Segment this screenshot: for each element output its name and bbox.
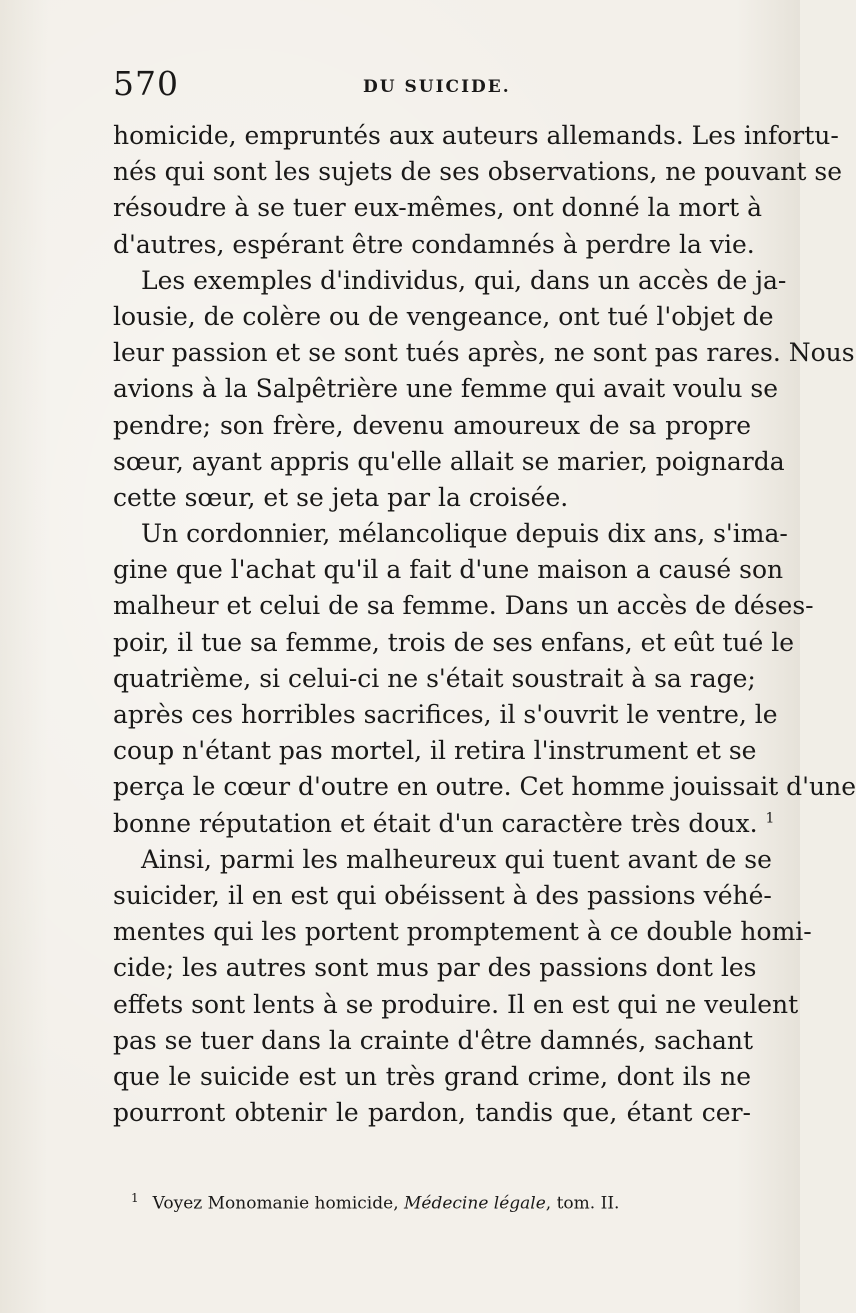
text-line: pendre; son frère, devenu amoureux de sa propre [113,410,751,440]
page-number: 570 [113,64,179,103]
text-line: quatrième, si celui-ci ne s'était soustrait à sa rage; [113,663,756,693]
text-line: nés qui sont les sujets de ses observations, ne pouvant se [113,157,843,187]
text-line: lousie, de colère ou de vengeance, ont tué l'objet de [113,301,774,331]
text-line: après ces horribles sacrifices, il s'ouvrit le ventre, le [113,700,778,729]
text-line: Un cordonnier, mélancolique depuis dix ans, s'ima- [141,519,788,549]
text-line: cide; les autres sont mus par des passions dont les [113,953,757,983]
page-header [113,64,753,104]
text-line: cette sœur, et se jeta par la croisée. [113,482,569,512]
text-line: suicider, il en est qui obéissent à des passions véhé- [113,880,772,910]
text-line: avions à la Salpêtrière une femme qui avait voulu se [113,374,779,404]
text-line: leur passion et se sont tués après, ne sont pas rares. Nous [113,338,855,368]
footnote-text-after: , tom. II. [545,1193,620,1214]
text-line: mentes qui les portent promptement à ce double homi- [113,917,812,947]
text-line: résoudre à se tuer eux-mêmes, ont donné la mort à [113,193,763,223]
text-line: effets sont lents à se produire. Il en est qui ne veulent [113,989,799,1019]
text-line: poir, il tue sa femme, trois de ses enfans, et eût tué le [113,627,795,657]
footnote-reference[interactable]: 1 [765,810,775,827]
text-line: Les exemples d'individus, qui, dans un accès de ja- [141,265,787,295]
text-line: coup n'étant pas mortel, il retira l'instrument et se [113,736,757,766]
text-line: Ainsi, parmi les malheureux qui tuent avant de se [141,844,772,874]
text-line: malheur et celui de sa femme. Dans un accès de déses- [113,591,814,621]
text-line: gine que l'achat qu'il a fait d'une maison a causé son [113,555,784,585]
body-text [113,118,856,1131]
text-line: homicide, empruntés aux auteurs allemands. Les infortu- [113,121,839,150]
text-line: pas se tuer dans la crainte d'être damnés, sachant [113,1025,754,1055]
footnote-italic-title: Médecine légale [404,1193,546,1214]
footnote-mark: 1 [131,1191,139,1205]
footnote-text-before: Voyez Monomanie homicide, [152,1193,404,1214]
text-line-content: bonne réputation et était d'un caractère très doux. [113,808,758,838]
text-line: que le suicide est un très grand crime, dont ils ne [113,1061,751,1091]
footnote [131,1186,691,1216]
text-line: sœur, ayant appris qu'elle allait se marier, poignarda [113,446,785,476]
text-line: pourront obtenir le pardon, tandis que, étant cer- [113,1098,751,1128]
text-line: d'autres, espérant être condamnés à perdre la vie. [113,229,755,259]
running-head: DU SUICIDE. [363,77,511,97]
text-line [113,806,775,842]
text-line: perça le cœur d'outre en outre. Cet homme jouissait d'une [113,772,856,802]
